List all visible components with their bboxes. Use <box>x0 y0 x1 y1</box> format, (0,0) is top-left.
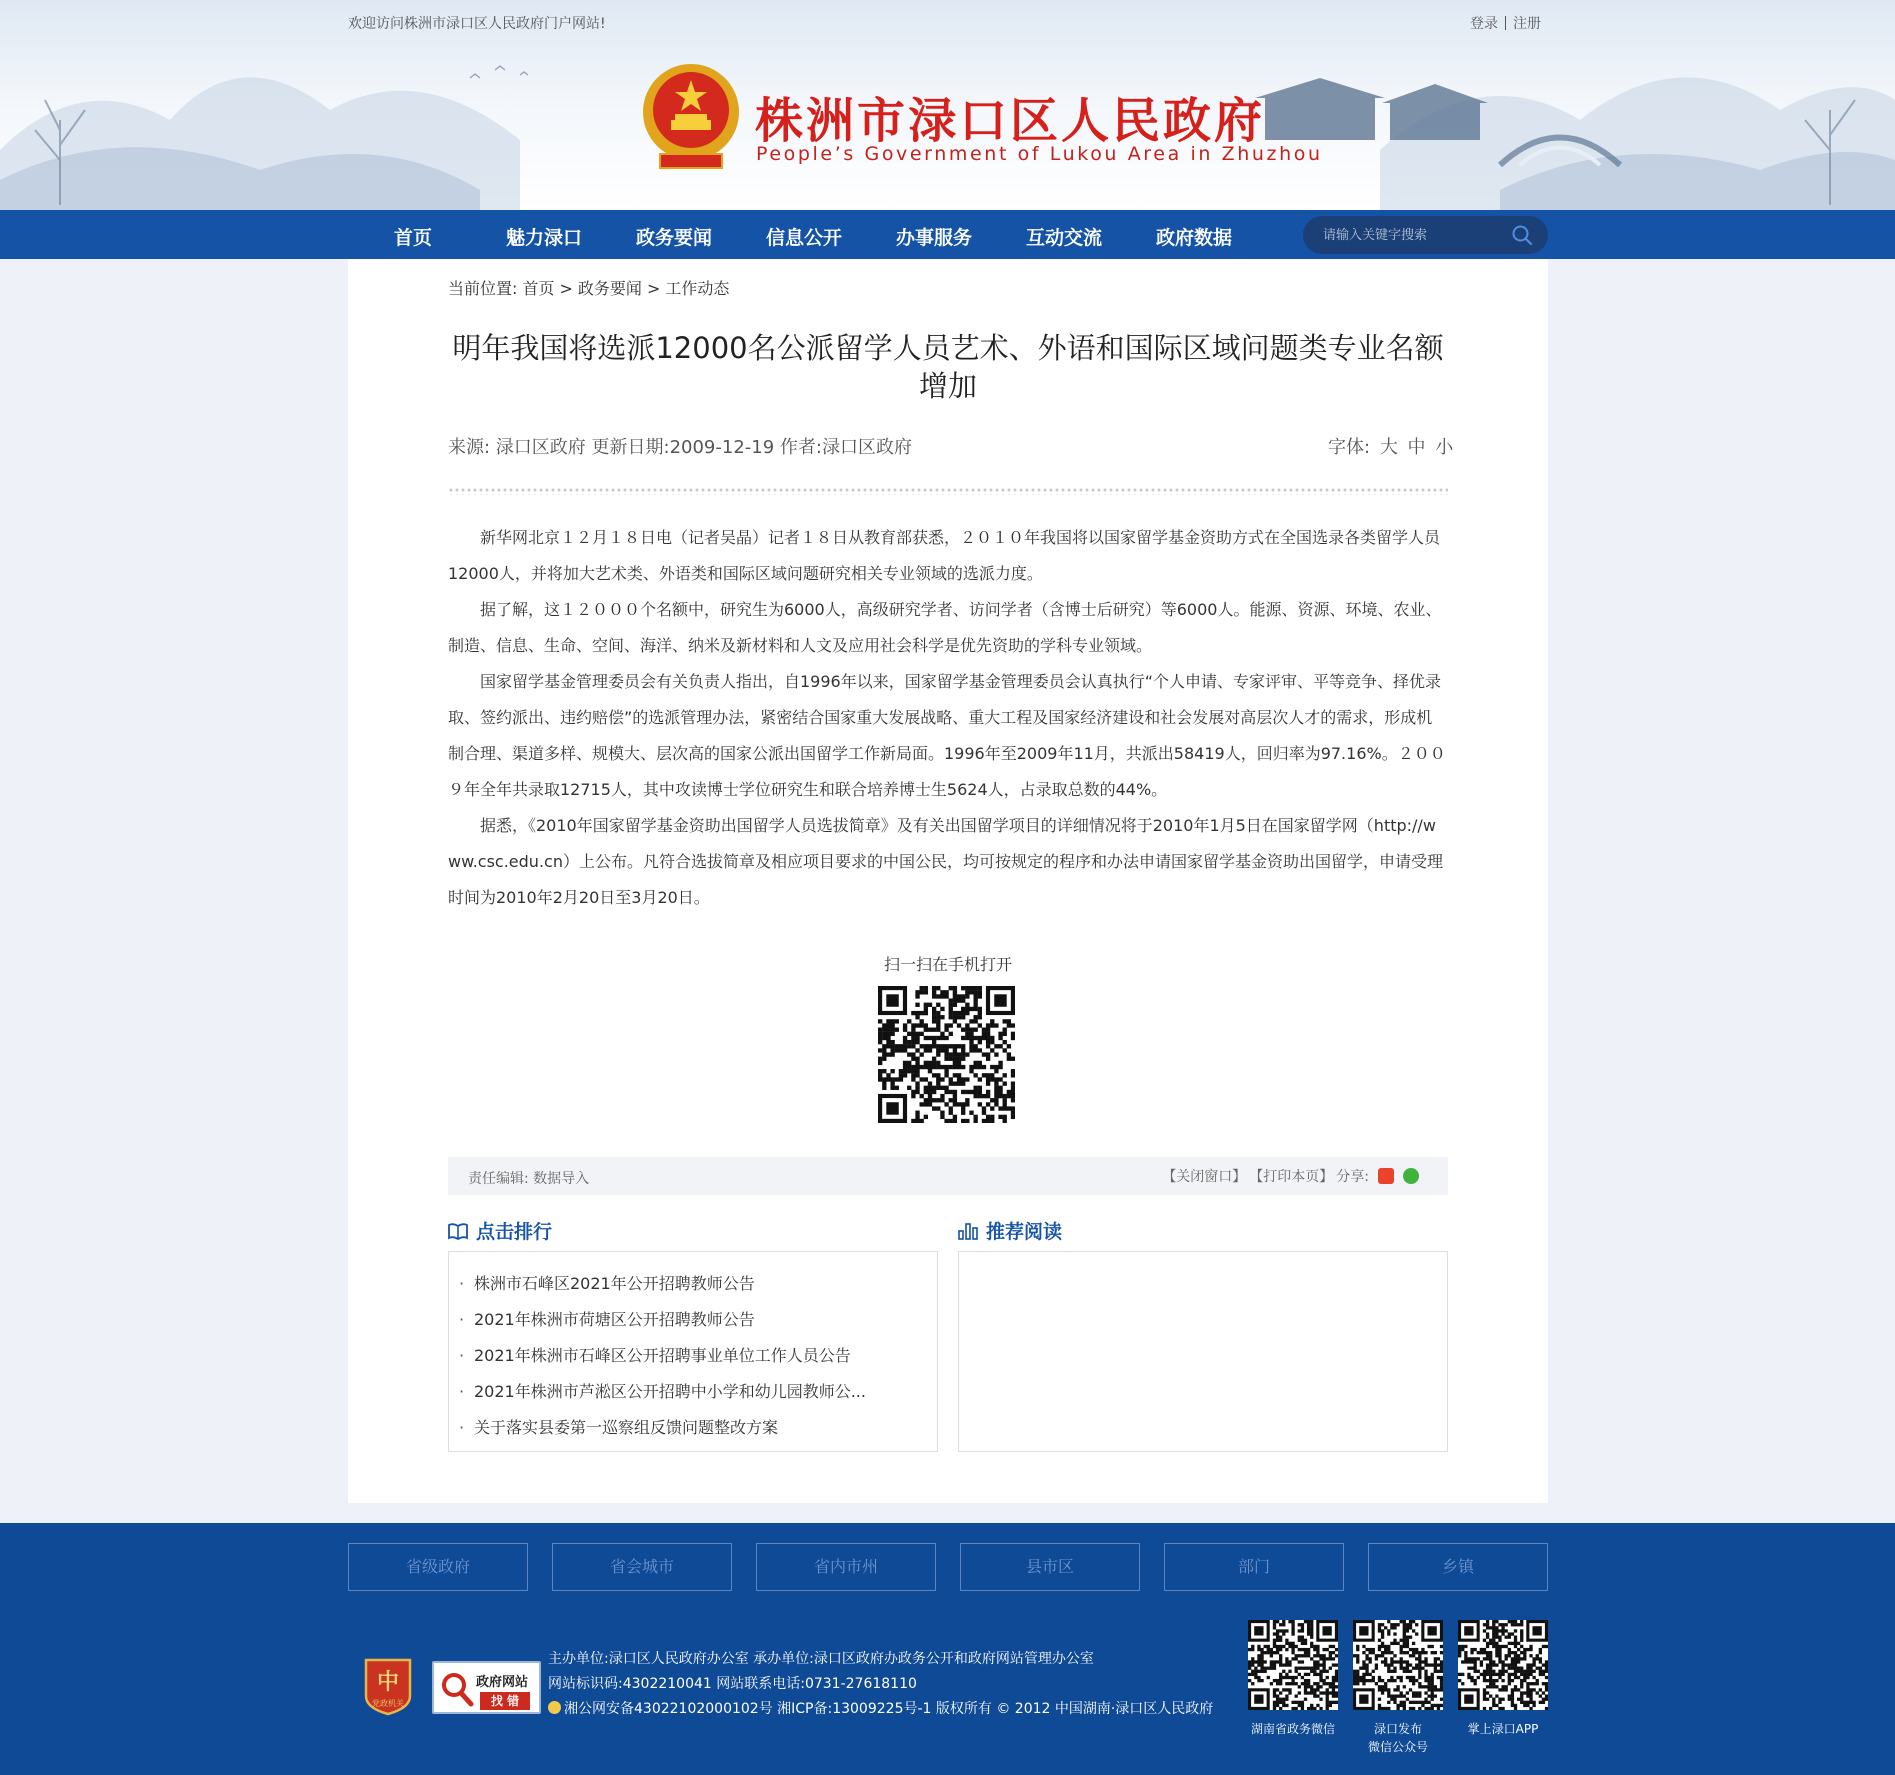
article-paragraph: 新华网北京１２月１８日电（记者吴晶）记者１８日从教育部获悉，２０１０年我国将以国家留学基金资助方式在全国选录各类留学人员12000人，并将加大艺术类、外语类和国际区域问题研究相关专业领域的选派力度。 <box>448 528 1441 583</box>
badge-text: 党政机关 <box>372 1699 404 1708</box>
qr-caption <box>1343 1720 1453 1756</box>
recommend-box <box>958 1251 1448 1452</box>
recommend-title: 推荐阅读 <box>986 1221 1063 1243</box>
article-body <box>448 520 1448 916</box>
qr-caption-line: 掌上渌口APP <box>1467 1722 1539 1736</box>
breadcrumb-work-updates[interactable]: 工作动态 <box>665 279 730 298</box>
police-badge-icon <box>548 1701 561 1714</box>
footer-link-towns[interactable]: 乡镇 <box>1368 1543 1548 1591</box>
footer-icp: 湘公网安备43022102000102号 湘ICP备:13009225号-1 版权所有 © 2012 中国湖南·渌口区人民政府 <box>564 1701 1214 1717</box>
rank-item[interactable]: · 株洲市石峰区2021年公开招聘教师公告 <box>449 1266 937 1302</box>
breadcrumb-separator: > <box>646 279 661 298</box>
close-window-link[interactable]: 【关闭窗口】 <box>1162 1169 1247 1185</box>
font-size-large[interactable]: 大 <box>1379 437 1398 458</box>
recommend-section-title <box>958 1217 1062 1244</box>
qr-label: 扫一扫在手机打开 <box>883 955 1012 974</box>
footer-link-province-cities[interactable]: 省内市州 <box>756 1543 936 1591</box>
article-qr-code <box>878 986 1015 1123</box>
auth-links <box>1470 13 1541 33</box>
gov-site-error-report[interactable] <box>432 1661 541 1714</box>
article-info-bar <box>448 1157 1448 1195</box>
zc-line1: 政府网站 <box>476 1675 529 1690</box>
article-paragraph: 据悉，《2010年国家留学基金资助出国留学人员选拔简章》及有关出国留学项目的详细情况将于2010年1月5日在国家留学网（http://www.csc.edu.cn）上公布。凡符合选拔简章及相应项目要求的中国公民，均可按规定的程序和办法申请国家留学基金资助出国留学，申请受理时间为2010年2月20日至3月20日。 <box>448 816 1443 907</box>
search-icon[interactable] <box>1511 224 1533 246</box>
welcome-text: 欢迎访问株洲市渌口区人民政府门户网站! <box>348 16 606 32</box>
article-paragraph: 国家留学基金管理委员会有关负责人指出，自1996年以来，国家留学基金管理委员会认真执行“个人申请、专家评审、平等竞争、择优录取、签约派出、违约赔偿”的选派管理办法，紧密结合国家重大发展战略、重大工程及国家经济建设和社会发展对高层次人才的需求，形成机制合理、渠道多样、规模大、层次高的国家公派出国留学工作新局面。1996年至2009年11月，共派出58419人，回归率为97.16%。２００９年全年共录取12715人，其中攻读博士学位研究生和联合培养博士生5624人，占录取总数的44%。 <box>448 672 1446 799</box>
footer-link-counties[interactable]: 县市区 <box>960 1543 1140 1591</box>
font-size-medium[interactable]: 中 <box>1407 437 1426 458</box>
nav-info-disclosure[interactable]: 信息公开 <box>766 227 843 249</box>
breadcrumb-separator: > <box>559 279 573 298</box>
search-input[interactable] <box>1323 225 1503 245</box>
qr-caption-line: 微信公众号 <box>1367 1740 1428 1754</box>
footer-icp-line <box>548 1697 1213 1722</box>
nav-charm-lukou[interactable]: 魅力渌口 <box>506 227 583 249</box>
nav-interaction[interactable]: 互动交流 <box>1026 227 1103 249</box>
bar-chart-icon <box>958 1222 978 1240</box>
rank-item[interactable]: · 关于落实县委第一巡察组反馈问题整改方案 <box>449 1410 937 1446</box>
search-box <box>1303 216 1548 254</box>
rank-item[interactable]: · 2021年株洲市荷塘区公开招聘教师公告 <box>449 1302 937 1338</box>
rank-title: 点击排行 <box>476 1221 553 1243</box>
article-title: 明年我国将选派12000名公派留学人员艺术、外语和国际区域问题类专业名额增加 <box>452 331 1444 403</box>
breadcrumb-prefix: 当前位置: <box>448 279 518 298</box>
book-icon <box>448 1222 468 1240</box>
rank-box <box>448 1251 938 1452</box>
dotted-divider <box>448 487 1448 495</box>
footer-link-capital-cities[interactable]: 省会城市 <box>552 1543 732 1591</box>
wechat-share-icon[interactable] <box>1403 1168 1419 1184</box>
qr-caption <box>1448 1720 1558 1738</box>
rank-section-title <box>448 1217 552 1244</box>
share-label: 分享: <box>1336 1169 1369 1185</box>
nav-gov-data[interactable]: 政府数据 <box>1156 227 1233 249</box>
nav-gov-news[interactable]: 政务要闻 <box>636 227 713 249</box>
print-page-link[interactable]: 【打印本页】 <box>1249 1169 1334 1185</box>
svg-text:中: 中 <box>376 1670 400 1695</box>
lukou-app-qr <box>1458 1620 1548 1710</box>
font-size-switcher <box>1328 433 1453 459</box>
font-size-label: 字体: <box>1328 437 1371 458</box>
hunan-wechat-qr <box>1248 1620 1338 1710</box>
register-link[interactable]: 注册 <box>1513 16 1541 32</box>
article-container <box>348 259 1548 1503</box>
footer-info <box>548 1647 1213 1722</box>
site-footer <box>0 1523 1895 1775</box>
national-emblem-icon <box>638 62 744 172</box>
footer-link-departments[interactable]: 部门 <box>1164 1543 1344 1591</box>
qr-caption <box>1238 1720 1348 1738</box>
breadcrumb-home[interactable]: 首页 <box>522 279 555 298</box>
nav-home[interactable]: 首页 <box>394 227 433 249</box>
breadcrumb-gov-news[interactable]: 政务要闻 <box>577 279 642 298</box>
main-nav <box>0 210 1895 259</box>
footer-site-id: 网站标识码:4302210041 网站联系电话:0731-27618110 <box>548 1676 917 1692</box>
weibo-share-icon[interactable] <box>1378 1168 1394 1184</box>
rank-item[interactable]: · 2021年株洲市石峰区公开招聘事业单位工作人员公告 <box>449 1338 937 1374</box>
rank-item[interactable]: · 2021年株洲市芦淞区公开招聘中小学和幼儿园教师公... <box>449 1374 937 1410</box>
article-meta: 来源: 渌口区政府 更新日期:2009-12-19 作者:渌口区政府 <box>448 437 912 458</box>
footer-sponsor: 主办单位:渌口区人民政府办公室 承办单位:渌口区政府办政务公开和政府网站管理办公室 <box>548 1651 1094 1667</box>
nav-services[interactable]: 办事服务 <box>896 227 973 249</box>
article-tools <box>1162 1166 1422 1186</box>
auth-divider <box>1505 16 1506 30</box>
footer-link-provincial-gov[interactable]: 省级政府 <box>348 1543 528 1591</box>
qr-caption-line: 渌口发布 <box>1373 1722 1422 1736</box>
font-size-small[interactable]: 小 <box>1435 437 1454 458</box>
party-gov-badge-icon[interactable] <box>362 1656 414 1716</box>
login-link[interactable]: 登录 <box>1470 16 1498 32</box>
lukou-wechat-qr <box>1353 1620 1443 1710</box>
article-paragraph: 据了解，这１２０００个名额中，研究生为6000人，高级研究学者、访问学者（含博士后研究）等6000人。能源、资源、环境、农业、制造、信息、生命、空间、海洋、纳米及新材料和人文及应用社会科学是优先资助的学科专业领域。 <box>448 600 1442 655</box>
breadcrumb <box>448 276 729 299</box>
qr-caption-line: 湖南省政务微信 <box>1250 1722 1335 1736</box>
site-header <box>0 0 1895 210</box>
responsible-editor: 责任编辑: 数据导入 <box>468 1171 590 1187</box>
site-title: 株洲市渌口区人民政府 <box>755 93 1266 149</box>
rank-list <box>449 1252 937 1446</box>
zc-line2: 找 错 <box>480 1692 530 1710</box>
magnifier-icon <box>440 1671 474 1707</box>
site-subtitle: People’s Government of Lukou Area in Zhuzhou <box>756 143 1323 165</box>
